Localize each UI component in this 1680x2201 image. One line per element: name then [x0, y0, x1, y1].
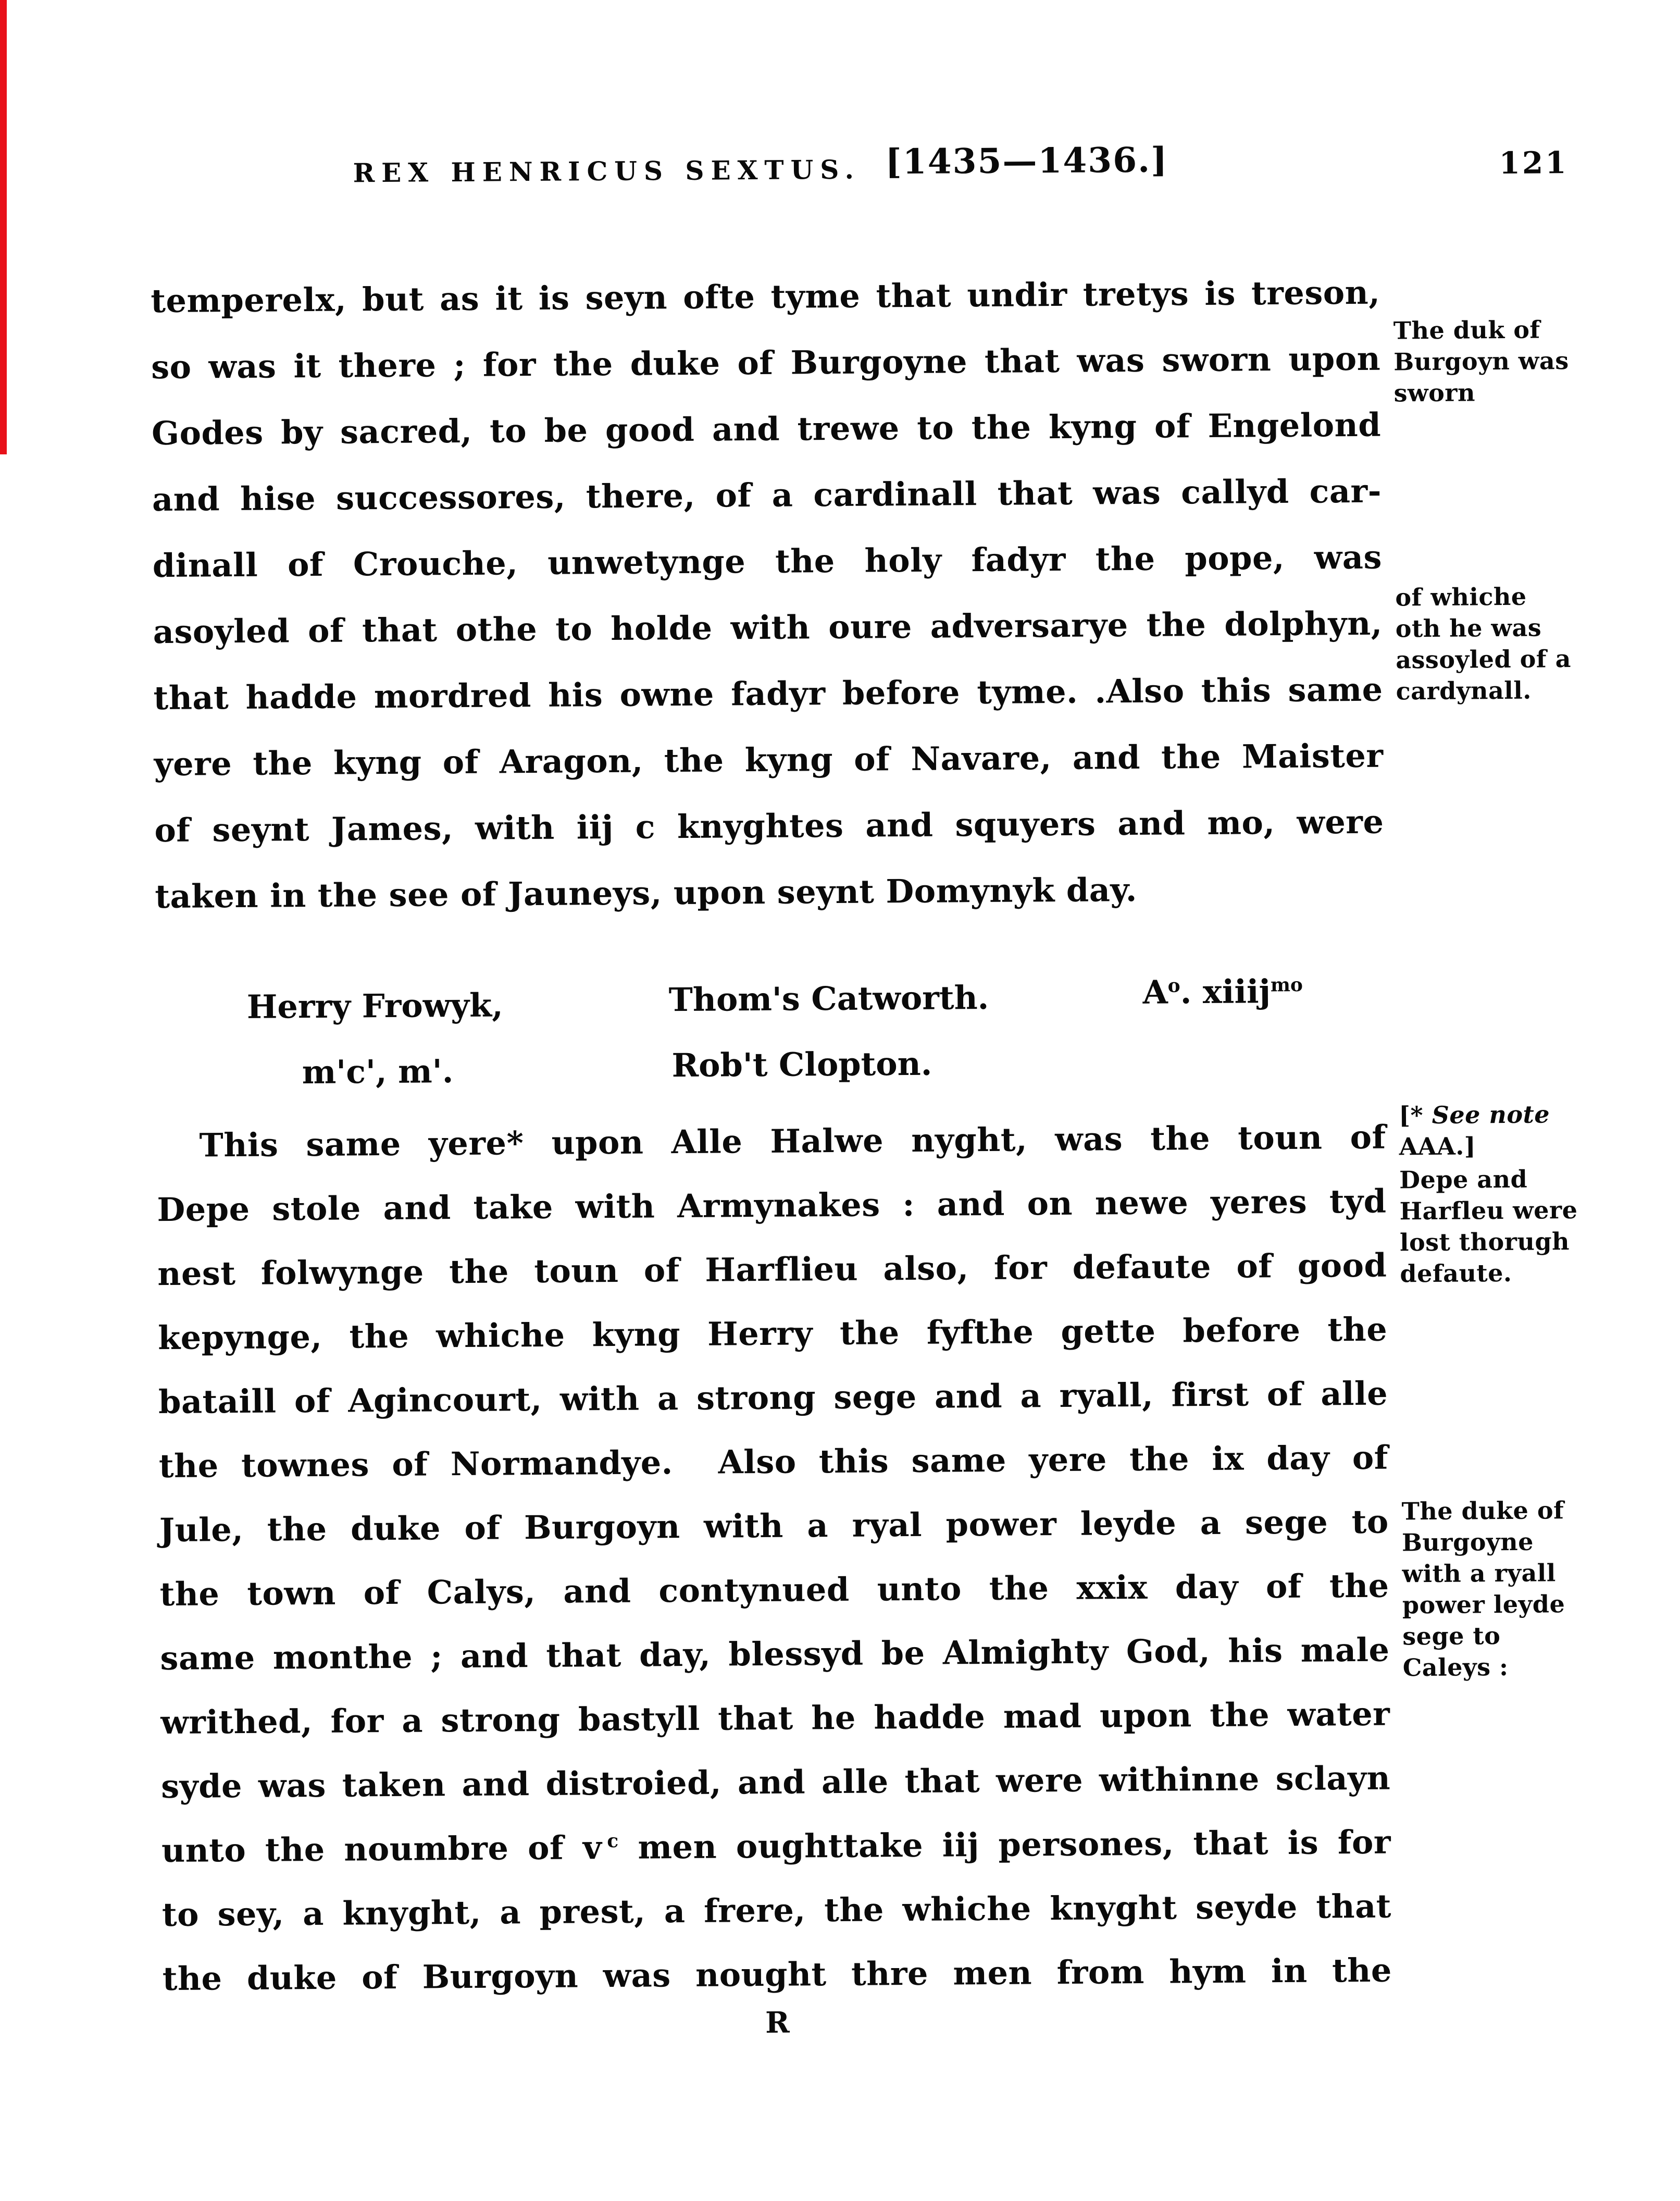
text-line: temperelx, but as it is seyn ofte tyme that undir tretys is treson,	[151, 273, 1380, 320]
text-line: asoyled of that othe to holde with oure adversarye the dolphyn,	[153, 604, 1383, 651]
text-line: Godes by sacred, to be good and trewe to the kyng of Engelond	[151, 405, 1382, 453]
text-line: of seynt James, with iij c knyghtes and squyers and mo, were	[154, 802, 1384, 850]
margin-line: assoyled of a	[1396, 645, 1572, 674]
text-line: same monthe ; and that day, blessyd be Almighty God, his male	[160, 1630, 1390, 1678]
margin-line: lost thorugh	[1399, 1227, 1570, 1257]
margin-line: AAA.]	[1399, 1132, 1476, 1161]
text-line: taken in the see of Jauneys, upon seynt Domynyk day.	[155, 870, 1138, 916]
text-line: bataill of Agincourt, with a strong sege and a ryall, first of alle	[158, 1374, 1388, 1421]
margin-note-depe-harfleu	[1399, 1163, 1674, 1290]
officer-name: Rob't Clopton.	[671, 1044, 932, 1085]
paragraph-1	[151, 259, 1385, 930]
officer-name: Herry Frowyk,	[246, 986, 503, 1026]
text-line: writhed, for a strong bastyll that he hadde mad upon the water	[160, 1695, 1390, 1742]
margin-note-siege-caleys	[1401, 1494, 1676, 1684]
officer-name: Thom's Catworth.	[668, 978, 989, 1019]
margin-line: Burgoyn was	[1393, 347, 1569, 376]
text-line: the duke of Burgoyn was nought thre men from hym in the	[162, 1951, 1392, 1998]
officer-name: m'c', m'.	[302, 1052, 454, 1092]
margin-line: cardynall.	[1396, 676, 1532, 706]
bracket-asterisk: [*	[1399, 1100, 1432, 1130]
text-line	[161, 1810, 1391, 1883]
text-line: the townes of Normandye. Also this same yere the ix day of	[158, 1438, 1389, 1486]
see-note-italic: See note	[1432, 1100, 1550, 1129]
regnal-year-mid: . xiiij	[1180, 972, 1271, 1011]
paragraph-2	[156, 1105, 1392, 2011]
margin-line: Depe and	[1399, 1165, 1528, 1194]
text-line: that hadde mordred his owne fadyr before tyme. .Also this same	[153, 670, 1383, 718]
text-line: Jule, the duke of Burgoyn with a ryal power leyde a sege to	[159, 1502, 1389, 1550]
margin-line: oth he was	[1395, 613, 1542, 643]
text-line: dinall of Crouche, unwetynge the holy fadyr the pope, was	[152, 538, 1383, 585]
text-line: the town of Calys, and contynued unto the xxix day of the	[159, 1566, 1389, 1614]
margin-note-duke-sworn	[1393, 313, 1667, 409]
running-header-title: REX HENRICUS SEXTUS.	[353, 154, 861, 189]
text-line: to sey, a knyght, a prest, a frere, the whiche knyght seyde that	[161, 1887, 1392, 1934]
text-line: yere the kyng of Aragon, the kyng of Navare, and the Maister	[154, 736, 1384, 784]
margin-note-see-note	[1399, 1098, 1673, 1163]
text-line: syde was taken and distroied, and alle that were withinne sclayn	[160, 1759, 1391, 1806]
running-header-dates: [1435—1436.]	[885, 139, 1168, 182]
text-line: and hise successores, there, of a cardinall that was callyd car-	[152, 472, 1382, 519]
margin-line: of whiche	[1395, 582, 1527, 612]
text-line: Depe stole and take with Armynakes : and on newe yeres tyd	[157, 1182, 1387, 1229]
regnal-year-sup: o	[1167, 974, 1180, 997]
margin-line: defaute.	[1400, 1258, 1512, 1288]
margin-line	[1399, 1098, 1672, 1131]
margin-note-oath-assoyled	[1395, 580, 1670, 707]
signature-mark: R	[765, 2005, 790, 2040]
text-line: nest folwynge the toun of Harflieu also, for defaute of good	[157, 1246, 1387, 1293]
page-number: 121	[1499, 145, 1569, 181]
margin-line: The duk of	[1393, 315, 1540, 345]
text-line: This same yere* upon Alle Halwe nyght, was the toun of	[199, 1118, 1386, 1165]
margin-line: sworn	[1393, 378, 1476, 407]
margin-line: The duke of	[1401, 1496, 1564, 1526]
text-seg: men oughttake iij persones, that is for	[618, 1823, 1391, 1866]
margin-line: with a ryall	[1402, 1559, 1556, 1588]
margin-line: Burgoyne	[1401, 1527, 1534, 1557]
superscript-c: c	[607, 1830, 619, 1852]
margin-line: power leyde	[1402, 1590, 1565, 1619]
text-line: so was it there ; for the duke of Burgoyne that was sworn upon	[151, 339, 1381, 387]
margin-line: sege to	[1402, 1622, 1501, 1651]
text-seg: unto the noumbre of v	[161, 1828, 602, 1870]
regnal-year-sup: mo	[1270, 974, 1303, 996]
regnal-year	[1142, 972, 1303, 1011]
text-line: kepynge, the whiche kyng Herry the fyfthe gette before the	[157, 1310, 1388, 1357]
margin-line: Harfleu were	[1399, 1196, 1578, 1226]
margin-line: Caleys :	[1402, 1652, 1509, 1682]
regnal-year-base: A	[1142, 973, 1168, 1011]
